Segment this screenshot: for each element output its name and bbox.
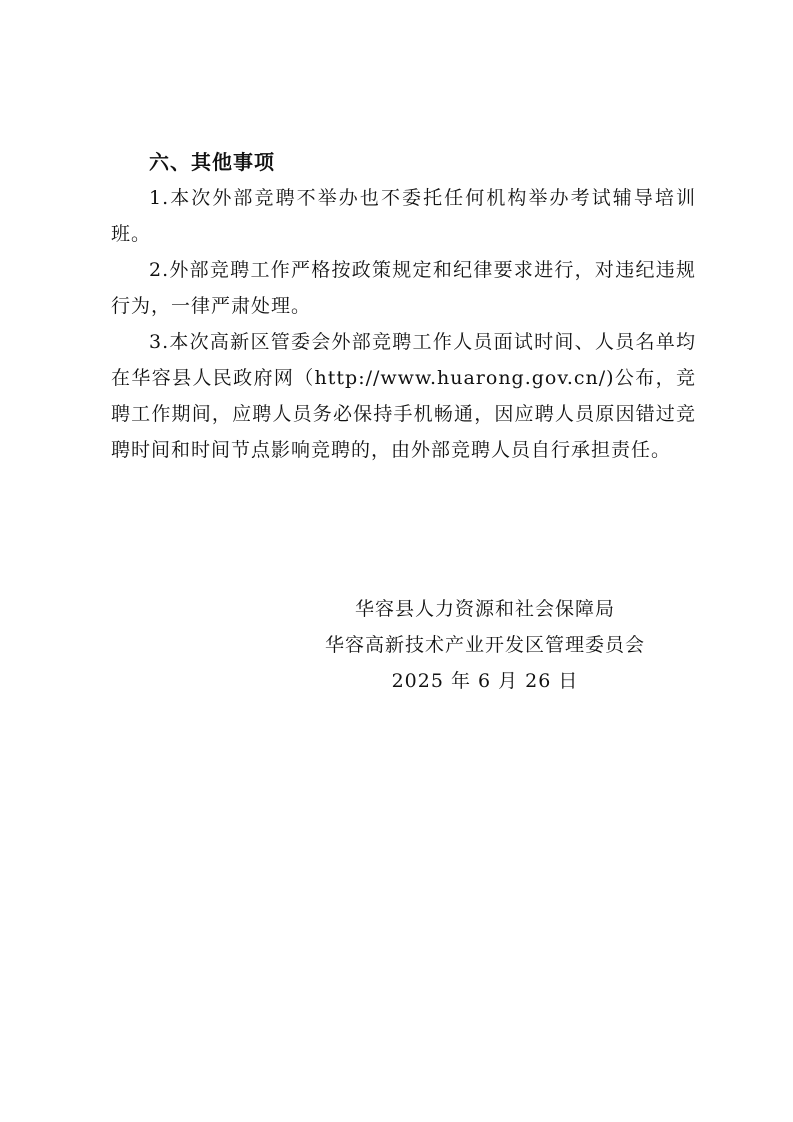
- signature-block: [300, 591, 670, 699]
- issuing-org-1: 华容县人力资源和社会保障局: [354, 598, 615, 620]
- item-2: 2.外部竞聘工作严格按政策规定和纪律要求进行，对违纪违规行为，一律严肃处理。: [111, 259, 696, 317]
- issuing-org-2: 华容高新技术产业开发区管理委员会: [324, 634, 645, 656]
- item-1: 1.本次外部竞聘不举办也不委托任何机构举办考试辅导培训班。: [111, 187, 696, 245]
- section-heading: 六、其他事项: [149, 150, 275, 174]
- section-other-matters: [111, 144, 696, 468]
- issue-date: 2025 年 6 月 26 日: [391, 670, 579, 692]
- item-3: 3.本次高新区管委会外部竞聘工作人员面试时间、人员名单均在华容县人民政府网（http://www.huarong.gov.cn/)公布，竞聘工作期间，应聘人员务必保持手机畅通，因应聘人员原因错过竞聘时间和时间节点影响竞聘的，由外部竞聘人员自行承担责任。: [111, 331, 696, 461]
